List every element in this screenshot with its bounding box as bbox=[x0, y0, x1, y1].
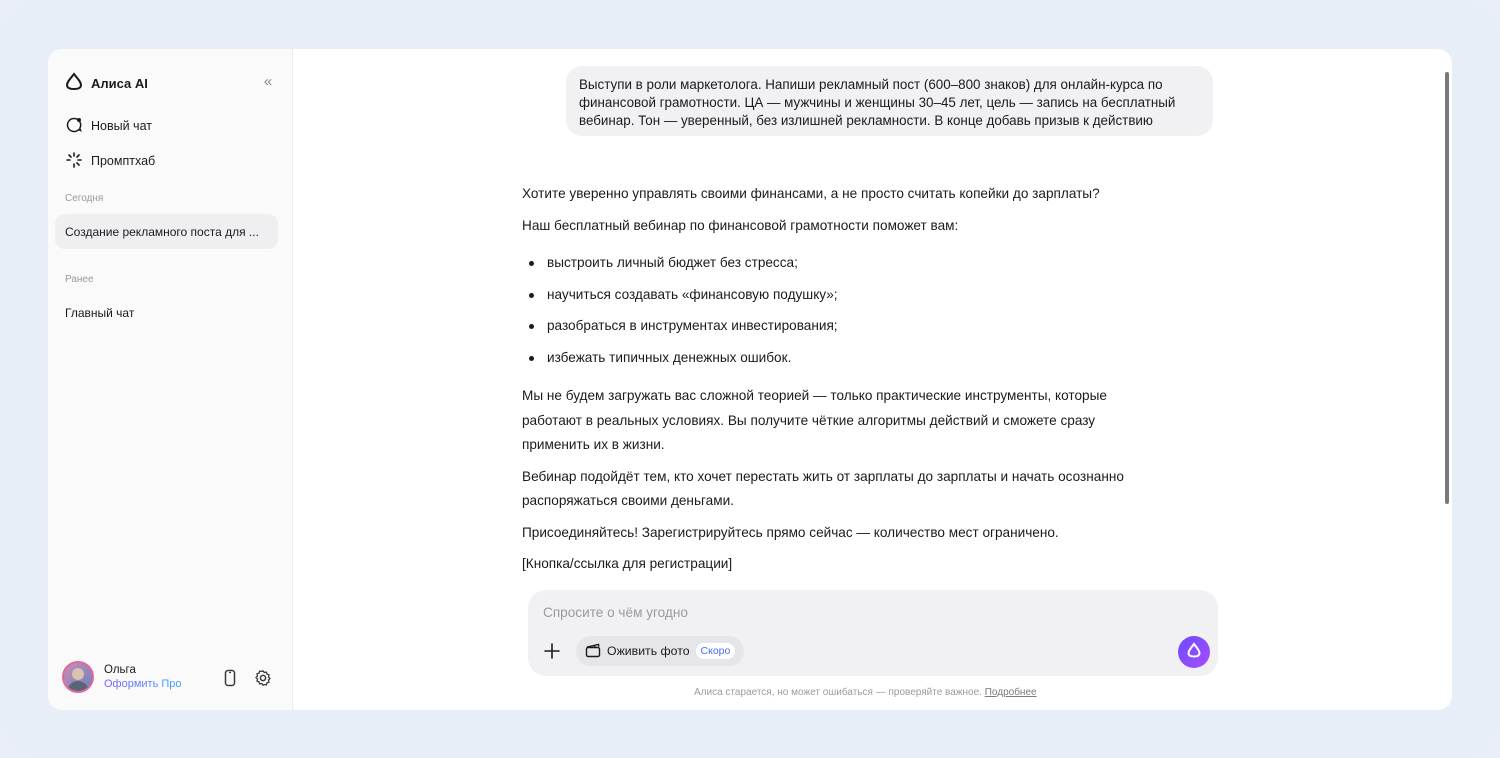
new-chat-icon bbox=[65, 116, 83, 137]
answer-paragraph: [Кнопка/ссылка для регистрации] bbox=[522, 556, 733, 571]
phone-icon[interactable] bbox=[221, 669, 239, 687]
disclaimer bbox=[694, 687, 1037, 698]
upgrade-pro-link[interactable]: Оформить Про bbox=[104, 678, 182, 690]
clapperboard-icon bbox=[585, 642, 601, 661]
answer-paragraph: Мы не будем загружать вас сложной теорией — только практические инструменты, которые работают в реальных условиях. Вы получите чёткие алгоритмы действий и сможете сразу применить их в жизни. bbox=[522, 388, 1107, 452]
avatar bbox=[62, 661, 94, 693]
composer bbox=[528, 590, 1218, 676]
assistant-answer bbox=[522, 182, 1162, 584]
alice-voice-button[interactable] bbox=[1178, 636, 1210, 668]
coming-soon-badge: Скоро bbox=[696, 643, 736, 659]
brand-name: Алиса AI bbox=[91, 75, 148, 91]
chat-main bbox=[294, 49, 1452, 710]
disclaimer-text: Алиса старается, но может ошибаться — проверяйте важное. bbox=[694, 687, 982, 698]
section-today-label: Сегодня bbox=[65, 193, 104, 204]
answer-paragraph: Наш бесплатный вебинар по финансовой грамотности поможет вам: bbox=[522, 217, 959, 233]
settings-gear-icon[interactable] bbox=[254, 669, 272, 687]
brand[interactable] bbox=[65, 73, 148, 93]
attach-plus-icon[interactable] bbox=[542, 641, 562, 661]
alice-logo-icon bbox=[65, 72, 83, 95]
answer-list bbox=[522, 252, 1162, 378]
user-message-bubble: Выступи в роли маркетолога. Напиши рекламный пост (600–800 знаков) для онлайн-курса по финансовой грамотности. ЦА — мужчины и женщины 30–45 лет, цель — запись на бесплатный вебинар. Тон — уверенный, без излишней рекламности. В конце добавь призыв к действию bbox=[566, 66, 1213, 136]
user-profile[interactable] bbox=[62, 661, 182, 693]
new-chat-button[interactable] bbox=[65, 116, 152, 136]
scrollbar[interactable] bbox=[1445, 72, 1449, 504]
section-earlier-label: Ранее bbox=[65, 274, 94, 285]
message-input[interactable] bbox=[543, 602, 1143, 622]
prompthub-button[interactable] bbox=[65, 151, 155, 171]
answer-paragraph: Присоединяйтесь! Зарегистрируйтесь прямо сейчас — количество мест ограничено. bbox=[522, 524, 1059, 540]
app-window bbox=[48, 49, 1452, 710]
chat-item-main[interactable]: Главный чат bbox=[65, 305, 135, 320]
sidebar bbox=[48, 49, 293, 710]
list-item: разобраться в инструментах инвестирования; bbox=[522, 315, 1162, 347]
prompthub-label: Промптхаб bbox=[91, 154, 156, 168]
answer-paragraph: Хотите уверенно управлять своими финансами, а не просто считать копейки до зарплаты? bbox=[522, 186, 1100, 201]
chat-item-ad-post[interactable]: Создание рекламного поста для ... bbox=[55, 214, 278, 249]
animate-photo-button[interactable] bbox=[576, 636, 744, 666]
answer-paragraph: Вебинар подойдёт тем, кто хочет перестать жить от зарплаты до зарплаты и начать осознанно распоряжаться своими деньгами. bbox=[522, 468, 1124, 508]
list-item: научиться создавать «финансовую подушку»; bbox=[522, 284, 1162, 316]
animate-photo-label: Оживить фото bbox=[607, 644, 690, 658]
alice-logo-icon bbox=[1186, 642, 1202, 663]
list-item: избежать типичных денежных ошибок. bbox=[522, 347, 1162, 379]
sparkle-icon bbox=[65, 151, 83, 172]
collapse-sidebar-icon[interactable]: « bbox=[263, 73, 273, 90]
new-chat-label: Новый чат bbox=[91, 119, 152, 133]
list-item: выстроить личный бюджет без стресса; bbox=[522, 252, 1162, 284]
learn-more-link[interactable]: Подробнее bbox=[984, 687, 1037, 698]
user-name: Ольга bbox=[104, 664, 136, 676]
